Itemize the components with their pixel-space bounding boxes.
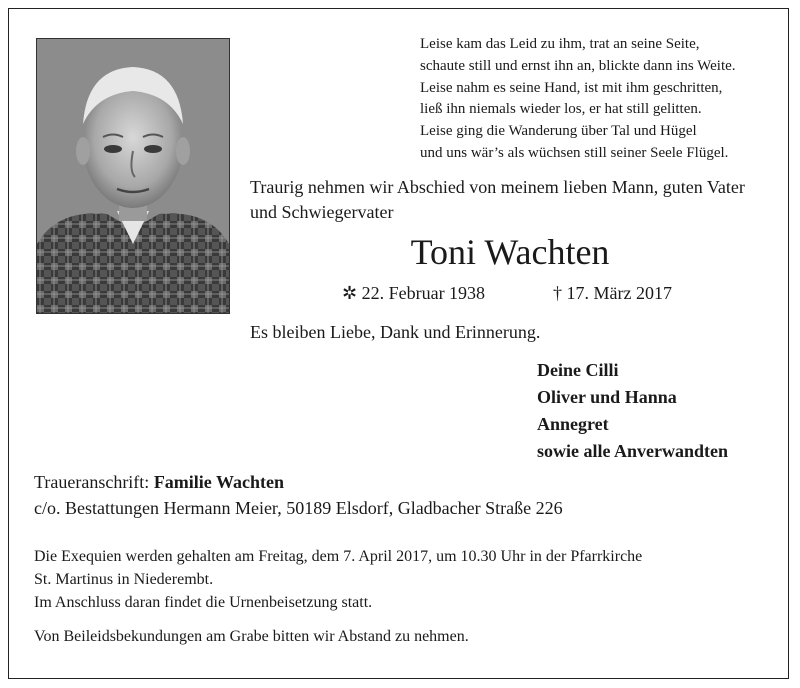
signatory: Oliver und Hanna	[537, 387, 677, 407]
poem-line: ließ ihn niemals wieder los, er hat still gelitten.	[420, 101, 702, 118]
deceased-name: Toni Wachten	[410, 232, 610, 272]
poem-line: Leise kam das Leid zu ihm, trat an seine Seite,	[420, 36, 700, 52]
address-family: Familie Wachten	[153, 472, 284, 492]
portrait-photo	[36, 38, 230, 314]
service-line: Die Exequien werden gehalten am Freitag, dem 7. April 2017, um 10.30 Uhr in der Pfarrkirche	[34, 548, 643, 565]
birth-date: ✲ 22. Februar 1938	[342, 283, 486, 303]
signatory: Deine Cilli	[537, 360, 619, 380]
remembrance-line: Es bleiben Liebe, Dank und Erinnerung.	[250, 322, 541, 342]
signatories	[537, 357, 728, 465]
service-line: Im Anschluss daran findet die Urnenbeisetzung statt.	[34, 594, 373, 611]
memorial-poem	[420, 34, 736, 165]
death-date: † 17. März 2017	[553, 283, 672, 303]
signatory: Annegret	[537, 414, 609, 434]
poem-line: Leise nahm es seine Hand, ist mit ihm geschritten,	[420, 79, 723, 96]
service-line: St. Martinus in Niederembt.	[34, 571, 214, 588]
portrait-image	[37, 39, 229, 313]
address-label: Traueranschrift:	[34, 472, 150, 492]
poem-line: und uns wär’s als wüchsen still seiner Seele Flügel.	[420, 144, 729, 161]
poem-line: schaute still und ernst ihn an, blickte dann ins Weite.	[420, 57, 736, 74]
intro-text: Traurig nehmen wir Abschied von meinem lieben Mann, guten Vater und Schwiegervater	[250, 177, 745, 222]
condolence-note: Von Beileidsbekundungen am Grabe bitten wir Abstand zu nehmen.	[34, 628, 469, 645]
mourning-address	[34, 469, 563, 521]
address-line-1	[34, 469, 563, 495]
signatory: sowie alle Anverwandten	[537, 441, 728, 461]
poem-line: Leise ging die Wanderung über Tal und Hügel	[420, 123, 697, 140]
service-info	[34, 545, 642, 614]
address-line-2: c/o. Bestattungen Hermann Meier, 50189 Elsdorf, Gladbacher Straße 226	[34, 498, 563, 518]
